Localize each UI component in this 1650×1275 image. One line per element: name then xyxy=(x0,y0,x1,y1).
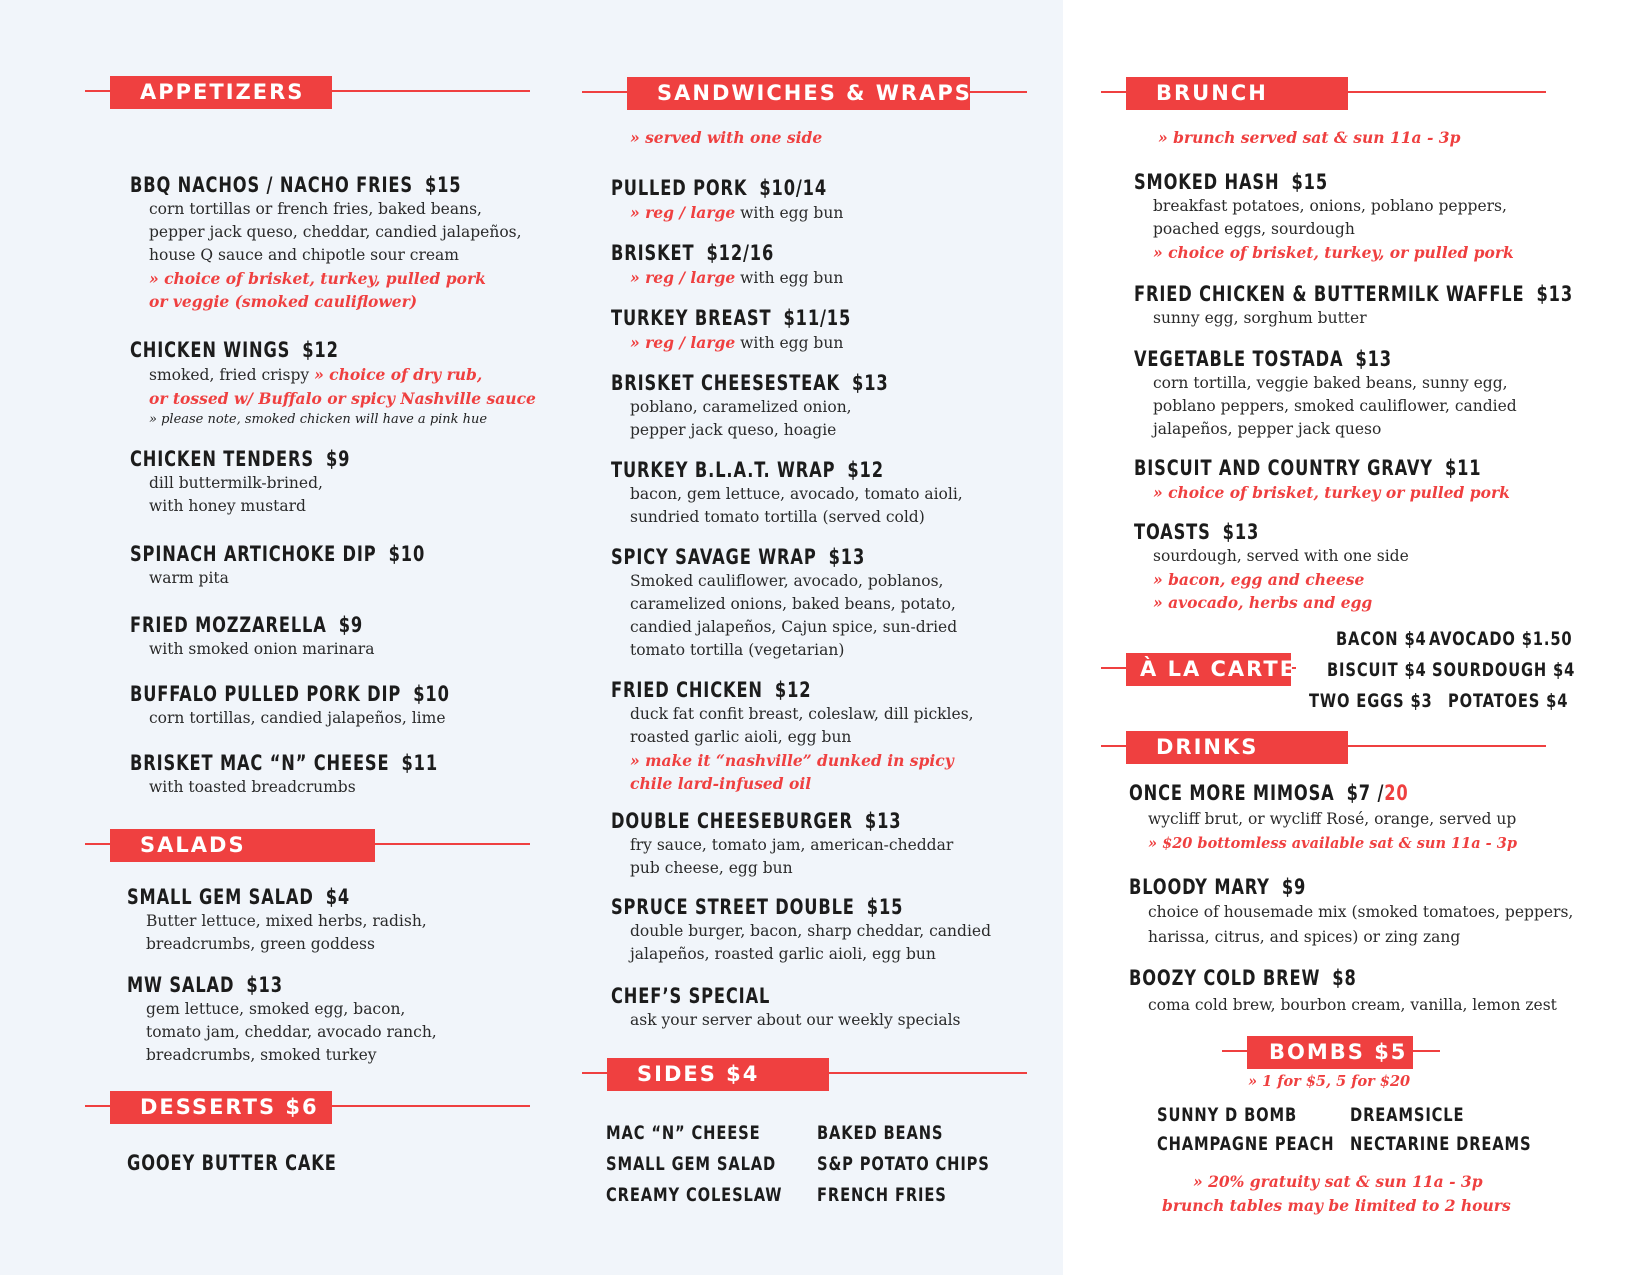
side-item: FRENCH FRIES xyxy=(817,1184,947,1206)
menu-item-buffalo-pulled-pork-dip xyxy=(130,681,502,730)
item-desc: corn tortilla, veggie baked beans, sunny egg, xyxy=(1153,374,1508,392)
item-price: $11 xyxy=(401,751,438,775)
bombs-heading: BOMBS $5 xyxy=(1247,1036,1413,1069)
brunch-subnote: » brunch served sat & sun 11a - 3p xyxy=(1158,128,1461,147)
item-name: MW SALAD xyxy=(127,973,235,997)
item-name: SPICY SAVAGE WRAP xyxy=(611,545,817,569)
alacarte-item: SOURDOUGH $4 xyxy=(1432,659,1576,681)
item-desc: caramelized onions, baked beans, potato, xyxy=(630,595,956,613)
item-desc xyxy=(630,331,890,355)
menu-item-boozy-cold-brew xyxy=(1129,965,1557,1019)
bomb-item: DREAMSICLE xyxy=(1350,1104,1465,1126)
item-note: or veggie (smoked cauliflower) xyxy=(149,292,418,311)
item-name: SPINACH ARTICHOKE DIP xyxy=(130,542,377,566)
item-price: $15 xyxy=(424,173,462,197)
item-desc: sundried tomato tortilla (served cold) xyxy=(630,508,925,526)
item-price: $4 xyxy=(325,885,351,909)
bomb-item: CHAMPAGNE PEACH xyxy=(1157,1133,1335,1155)
item-desc: poblano, caramelized onion, xyxy=(630,398,852,416)
item-note-inline: » reg / large xyxy=(630,333,736,352)
item-name: BISCUIT AND COUNTRY GRAVY xyxy=(1134,456,1433,480)
item-price: $11 xyxy=(1444,456,1482,480)
alacarte-item: BACON $4 xyxy=(1336,628,1427,650)
menu-item-gooey-butter-cake xyxy=(127,1150,371,1176)
item-desc: corn tortillas or french fries, baked beans, xyxy=(149,200,482,218)
item-name: BLOODY MARY xyxy=(1129,875,1270,899)
salads-heading: SALADS xyxy=(110,829,375,862)
item-desc-text: with egg bun xyxy=(735,334,844,352)
item-name: PULLED PORK xyxy=(611,176,748,200)
item-desc: jalapeños, roasted garlic aioli, egg bun xyxy=(630,945,936,963)
drinks-heading: DRINKS xyxy=(1126,731,1348,764)
item-desc: coma cold brew, bourbon cream, vanilla, lemon zest xyxy=(1148,996,1557,1014)
desserts-heading: DESSERTS $6 xyxy=(110,1091,332,1124)
item-desc: tomato jam, cheddar, avocado ranch, xyxy=(146,1023,437,1041)
item-desc: dill buttermilk-brined, xyxy=(149,474,323,492)
side-item: MAC “N” CHEESE xyxy=(606,1122,761,1144)
item-desc: breakfast potatoes, onions, poblano peppers, xyxy=(1153,197,1507,215)
item-name: SPRUCE STREET DOUBLE xyxy=(611,895,855,919)
item-name: FRIED CHICKEN & BUTTERMILK WAFFLE xyxy=(1134,282,1525,306)
item-note: » $20 bottomless available sat & sun 11a - 3p xyxy=(1148,835,1517,852)
menu-item-fried-chicken xyxy=(611,677,974,795)
menu-item-toasts xyxy=(1134,519,1409,614)
item-name: CHICKEN TENDERS xyxy=(130,447,314,471)
menu-item-turkey-blat-wrap xyxy=(611,457,963,529)
item-desc: sourdough, served with one side xyxy=(1153,547,1409,565)
item-desc: gem lettuce, smoked egg, bacon, xyxy=(146,1000,406,1018)
item-price: $9 xyxy=(338,613,364,637)
item-desc: pepper jack queso, hoagie xyxy=(630,421,837,439)
brunch-heading: BRUNCH xyxy=(1126,77,1348,110)
menu-item-fried-chicken-waffle xyxy=(1134,281,1644,330)
item-price: $9 xyxy=(1281,875,1307,899)
item-desc: with honey mustard xyxy=(149,497,306,515)
item-name: BRISKET MAC “N” CHEESE xyxy=(130,751,390,775)
item-desc: corn tortillas, candied jalapeños, lime xyxy=(149,709,446,727)
item-price: $13 xyxy=(864,809,902,833)
item-name: BOOZY COLD BREW xyxy=(1129,966,1321,990)
item-desc: candied jalapeños, Cajun spice, sun-dried xyxy=(630,618,958,636)
item-price: $10 xyxy=(388,542,426,566)
item-desc-text: smoked, fried crispy xyxy=(149,366,315,384)
alacarte-heading: À LA CARTE xyxy=(1126,653,1291,686)
menu-item-pulled-pork xyxy=(611,175,862,225)
menu-item-turkey-breast xyxy=(611,305,890,355)
gratuity-note: » 20% gratuity sat & sun 11a - 3p xyxy=(1193,1172,1483,1191)
item-name: ONCE MORE MIMOSA xyxy=(1129,781,1335,805)
item-name: CHEF’S SPECIAL xyxy=(611,984,771,1008)
item-name: SMALL GEM SALAD xyxy=(127,885,314,909)
sandwiches-heading: SANDWICHES & WRAPS xyxy=(627,77,970,110)
item-price: $10 xyxy=(413,682,450,706)
item-name: BRISKET xyxy=(611,241,695,265)
item-desc: Smoked cauliflower, avocado, poblanos, xyxy=(630,572,944,590)
item-desc: with smoked onion marinara xyxy=(149,640,375,658)
item-price: $12 xyxy=(774,678,812,702)
item-price: $13 xyxy=(852,371,889,395)
item-name: GOOEY BUTTER CAKE xyxy=(127,1151,337,1175)
item-desc: tomato tortilla (vegetarian) xyxy=(630,641,845,659)
menu-item-double-cheeseburger xyxy=(611,808,953,880)
item-desc xyxy=(630,201,862,225)
menu-item-fried-mozzarella xyxy=(130,612,401,661)
menu-item-spinach-artichoke-dip xyxy=(130,541,473,590)
item-desc: warm pita xyxy=(149,569,229,587)
item-desc xyxy=(149,363,536,387)
item-desc: with toasted breadcrumbs xyxy=(149,778,356,796)
sandwiches-subnote: » served with one side xyxy=(630,128,823,147)
item-name: SMOKED HASH xyxy=(1134,170,1280,194)
item-price: $11/15 xyxy=(783,306,852,330)
item-price: $15 xyxy=(866,895,904,919)
menu-item-chicken-tenders xyxy=(130,446,386,518)
item-price: $13 xyxy=(1536,282,1574,306)
item-note: » avocado, herbs and egg xyxy=(1153,593,1373,612)
item-desc: jalapeños, pepper jack queso xyxy=(1153,420,1382,438)
item-desc: fry sauce, tomato jam, american-cheddar xyxy=(630,836,954,854)
item-price: $12 xyxy=(302,338,339,362)
menu-item-mw-salad xyxy=(127,972,437,1067)
item-name: CHICKEN WINGS xyxy=(130,338,291,362)
item-desc: sunny egg, sorghum butter xyxy=(1153,309,1367,327)
item-note: » choice of brisket, turkey, pulled pork xyxy=(149,269,486,288)
menu-item-brisket-mac-n-cheese xyxy=(130,750,488,799)
item-name: FRIED CHICKEN xyxy=(611,678,763,702)
item-desc: ask your server about our weekly specials xyxy=(630,1011,961,1029)
alacarte-item: BISCUIT $4 xyxy=(1327,659,1427,681)
side-item: SMALL GEM SALAD xyxy=(606,1153,777,1175)
item-note: » choice of brisket, turkey, or pulled pork xyxy=(1153,243,1514,262)
item-note-inline: » choice of dry rub, xyxy=(314,365,483,384)
item-price: $15 xyxy=(1291,170,1328,194)
menu-item-chicken-wings xyxy=(130,337,536,430)
side-item: CREAMY COLESLAW xyxy=(606,1184,783,1206)
menu-item-spicy-savage-wrap xyxy=(611,544,957,662)
item-name: BRISKET CHEESESTEAK xyxy=(611,371,841,395)
menu-item-bbq-nachos xyxy=(130,172,522,313)
item-note: or tossed w/ Buffalo or spicy Nashville sauce xyxy=(149,389,536,408)
item-price: $13 xyxy=(1355,347,1392,371)
item-name: TURKEY B.L.A.T. WRAP xyxy=(611,458,836,482)
item-price: $8 xyxy=(1332,966,1357,990)
item-desc: choice of housemade mix (smoked tomatoes, peppers, xyxy=(1148,903,1574,921)
item-name: FRIED MOZZARELLA xyxy=(130,613,327,637)
bomb-item: NECTARINE DREAMS xyxy=(1350,1133,1532,1155)
item-desc: poached eggs, sourdough xyxy=(1153,220,1355,238)
item-note: » bacon, egg and cheese xyxy=(1153,570,1365,589)
item-name: DOUBLE CHEESEBURGER xyxy=(611,809,853,833)
item-note: » make it “nashville” dunked in spicy xyxy=(630,751,954,770)
item-price-red: 20 xyxy=(1384,781,1409,805)
item-name: VEGETABLE TOSTADA xyxy=(1134,347,1344,371)
item-price: $13 xyxy=(828,545,866,569)
item-name: TOASTS xyxy=(1134,520,1211,544)
bomb-item: SUNNY D BOMB xyxy=(1157,1104,1298,1126)
menu-item-spruce-street-double xyxy=(611,894,991,966)
item-name: BBQ NACHOS / NACHO FRIES xyxy=(130,173,413,197)
item-price: $13 xyxy=(246,973,283,997)
item-desc: breadcrumbs, smoked turkey xyxy=(146,1046,377,1064)
menu-item-chefs-special xyxy=(611,983,961,1032)
item-desc: house Q sauce and chipotle sour cream xyxy=(149,246,459,264)
menu-item-vegetable-tostada xyxy=(1134,346,1517,441)
menu-item-small-gem-salad xyxy=(127,884,427,956)
item-desc-text: with egg bun xyxy=(735,269,844,287)
item-desc: pepper jack queso, cheddar, candied jalapeños, xyxy=(149,223,522,241)
item-desc: Butter lettuce, mixed herbs, radish, xyxy=(146,912,427,930)
item-desc: duck fat confit breast, coleslaw, dill pickles, xyxy=(630,705,974,723)
alacarte-item: AVOCADO $1.50 xyxy=(1429,628,1573,650)
item-desc: poblano peppers, smoked cauliflower, candied xyxy=(1153,397,1517,415)
item-note: » choice of brisket, turkey or pulled pork xyxy=(1153,483,1510,502)
item-name: TURKEY BREAST xyxy=(611,306,772,330)
alacarte-item: POTATOES $4 xyxy=(1448,690,1569,712)
item-desc: pub cheese, egg bun xyxy=(630,859,793,877)
item-desc: harissa, citrus, and spices) or zing zang xyxy=(1148,928,1461,946)
item-desc: breadcrumbs, green goddess xyxy=(146,935,375,953)
item-desc: double burger, bacon, sharp cheddar, candied xyxy=(630,922,991,940)
brunch-time-limit-note: brunch tables may be limited to 2 hours xyxy=(1162,1196,1511,1215)
side-item: S&P POTATO CHIPS xyxy=(817,1153,990,1175)
item-price: $12/16 xyxy=(706,241,775,265)
item-desc: bacon, gem lettuce, avocado, tomato aioli, xyxy=(630,485,963,503)
menu-item-brisket xyxy=(611,240,843,290)
side-item: BAKED BEANS xyxy=(817,1122,944,1144)
item-desc xyxy=(630,266,843,290)
alacarte-item: TWO EGGS $3 xyxy=(1309,690,1433,712)
item-desc: roasted garlic aioli, egg bun xyxy=(630,728,852,746)
menu-item-smoked-hash xyxy=(1134,169,1514,264)
item-price: $7 / xyxy=(1346,781,1385,805)
item-note-inline: » reg / large xyxy=(630,268,736,287)
item-price: $13 xyxy=(1222,520,1260,544)
item-note-inline: » reg / large xyxy=(630,203,736,222)
item-price: $10/14 xyxy=(759,176,828,200)
item-desc: wycliff brut, or wycliff Rosé, orange, served up xyxy=(1148,810,1517,828)
menu-item-once-more-mimosa xyxy=(1129,780,1517,855)
item-price: $12 xyxy=(847,458,884,482)
item-note: chile lard-infused oil xyxy=(630,774,812,793)
item-small-note: » please note, smoked chicken will have a pink hue xyxy=(149,412,488,427)
item-name: BUFFALO PULLED PORK DIP xyxy=(130,682,402,706)
bombs-note: » 1 for $5, 5 for $20 xyxy=(1248,1073,1411,1090)
menu-item-bloody-mary xyxy=(1129,874,1573,950)
item-price: $9 xyxy=(325,447,351,471)
menu-item-biscuit-gravy xyxy=(1134,455,1538,504)
menu-item-brisket-cheesesteak xyxy=(611,370,934,442)
item-desc-text: with egg bun xyxy=(735,204,844,222)
appetizers-heading: APPETIZERS xyxy=(110,76,332,109)
sides-heading: SIDES $4 xyxy=(607,1058,829,1091)
